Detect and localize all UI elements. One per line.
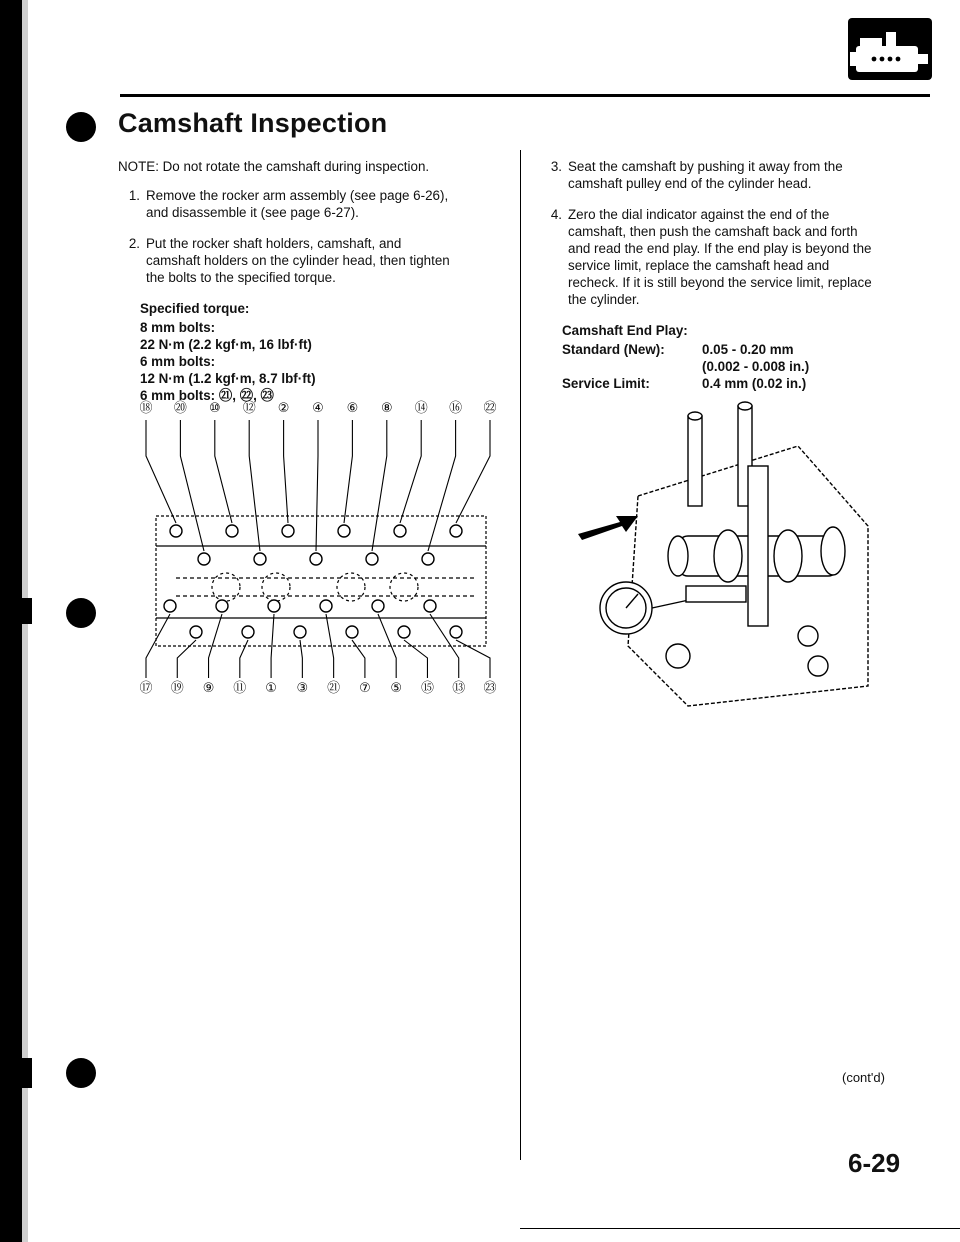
leader-line (344, 420, 352, 523)
step-text: Zero the dial indicator against the end of the (568, 207, 830, 222)
limit-label: Service Limit: (562, 376, 650, 391)
step-number: 4. (550, 207, 562, 222)
bolt-callout-top: ④ (312, 401, 324, 416)
push-direction-arrow (578, 516, 638, 540)
bolt-head (190, 626, 202, 638)
bolt-head (450, 525, 462, 537)
bolt-head (198, 553, 210, 565)
standard-row-in (562, 358, 930, 375)
leader-line (146, 420, 176, 523)
bolt-head (164, 600, 176, 612)
step-2 (118, 235, 508, 286)
standard-row (562, 341, 930, 358)
step-text: Seat the camshaft by pushing it away from the (568, 159, 843, 174)
bolt-callout-top: ⑭ (414, 401, 428, 416)
bolt-head (310, 553, 322, 565)
header-rule (120, 94, 930, 97)
leader-line (180, 420, 204, 551)
step-text: recheck. If it is still beyond the service limit, replace (568, 275, 872, 290)
engine-section-icon (848, 18, 932, 80)
bolt-head (366, 553, 378, 565)
torque-6mm-label: 6 mm bolts: (140, 354, 216, 369)
column-divider (520, 150, 521, 1160)
step-text: and disassemble it (see page 6-27). (146, 205, 359, 220)
step-text: camshaft, then push the camshaft back and forth (568, 224, 858, 239)
bolt-callout-bottom: ⑬ (452, 681, 466, 696)
bolt-callout-top: ⑩ (208, 401, 221, 416)
bolt-head (338, 525, 350, 537)
bolt-head (216, 600, 228, 612)
step-text: and read the end play. If the end play is beyond the (568, 241, 872, 256)
right-column (540, 158, 930, 392)
step-text: camshaft holders on the cylinder head, then tighten (146, 253, 450, 268)
bolt-callout-top: ㉒ (483, 401, 497, 416)
torque-6mm-value: 12 N·m (1.2 kgf·m, 8.7 lbf·ft) (140, 371, 316, 386)
step-4 (540, 206, 930, 308)
bolt-callout-top: ⑧ (380, 401, 393, 416)
bolt-head (254, 553, 266, 565)
step-text: the bolts to the specified torque. (146, 270, 336, 285)
torque-8mm-value: 22 N·m (2.2 kgf·m, 16 lbf·ft) (140, 337, 312, 352)
torque-8mm-label: 8 mm bolts: (140, 320, 216, 335)
bolt-callout-bottom: ⑪ (233, 681, 247, 696)
bolt-callout-top: ⑥ (346, 401, 359, 416)
step-text: the cylinder. (568, 292, 640, 307)
bolt-callout-bottom: ③ (296, 681, 309, 696)
section-bullet (66, 112, 96, 142)
limit-value: 0.4 mm (0.02 in.) (702, 376, 807, 391)
bolt-head (242, 626, 254, 638)
step-text: Put the rocker shaft holders, camshaft, and (146, 236, 402, 251)
step-text: camshaft pulley end of the cylinder head. (568, 176, 812, 191)
page-binding-edge (0, 0, 22, 1242)
leader-line (284, 420, 288, 523)
bolt-callout-top: ⑳ (173, 401, 187, 416)
bolt-head (394, 525, 406, 537)
leader-line (372, 420, 387, 551)
bolt-head (294, 626, 306, 638)
bolt-sequence-diagram (136, 396, 500, 696)
bolt-head (398, 626, 410, 638)
page-title: Camshaft Inspection (118, 108, 388, 138)
bolt-head (320, 600, 332, 612)
bolt-head (346, 626, 358, 638)
bolt-head (282, 525, 294, 537)
bolt-head (422, 553, 434, 565)
bolt-head (226, 525, 238, 537)
torque-6mm-special: 6 mm bolts: ㉑, ㉒, ㉓ (140, 388, 274, 403)
bolt-callout-bottom: ⑦ (359, 681, 371, 696)
end-play-spec (562, 322, 930, 392)
bolt-head (170, 525, 182, 537)
standard-value: 0.05 - 0.20 mm (702, 342, 794, 357)
page-number: 6-29 (848, 1148, 901, 1178)
bolt-callout-top: ⑯ (449, 401, 463, 416)
bolt-head (450, 626, 462, 638)
bolt-callout-top: ⑫ (242, 401, 256, 416)
note-text: NOTE: Do not rotate the camshaft during inspection. (118, 159, 430, 174)
binding-notch (20, 1058, 32, 1088)
bolt-callout-top: ② (277, 401, 290, 416)
bolt-callout-bottom: ⑨ (202, 681, 215, 696)
standard-label: Standard (New): (562, 342, 665, 357)
footer-rule (520, 1228, 960, 1229)
margin-bullet (66, 598, 96, 628)
bolt-head (268, 600, 280, 612)
continued-label: (cont'd) (842, 1070, 885, 1085)
leader-line (316, 420, 318, 551)
step-number: 2. (128, 236, 140, 251)
torque-spec (140, 300, 508, 404)
bolt-callout-bottom: ⑮ (420, 681, 434, 696)
step-3 (540, 158, 930, 192)
bolt-callout-bottom: ⑲ (170, 681, 184, 696)
bolt-callout-bottom: ① (265, 681, 277, 696)
leader-line (456, 420, 490, 523)
leader-line (300, 640, 302, 678)
bolt-callout-bottom: ⑰ (139, 681, 153, 696)
step-text: service limit, replace the camshaft head and (568, 258, 830, 273)
left-column (118, 158, 508, 404)
binding-notch (20, 598, 32, 624)
step-text: Remove the rocker arm assembly (see page 6-26), (146, 188, 449, 203)
step-number: 1. (128, 188, 140, 203)
standard-value-in: (0.002 - 0.008 in.) (702, 359, 810, 374)
margin-bullet (66, 1058, 96, 1088)
bolt-callout-bottom: ⑤ (390, 681, 403, 696)
bolt-head (372, 600, 384, 612)
dial-indicator-diagram (568, 386, 878, 712)
bolt-head (424, 600, 436, 612)
bolt-callout-bottom: ㉓ (483, 681, 497, 696)
leader-line (215, 420, 232, 523)
torque-heading: Specified torque: (140, 301, 250, 316)
step-number: 3. (550, 159, 562, 174)
bolt-callout-top: ⑱ (139, 401, 153, 416)
end-play-heading: Camshaft End Play: (562, 323, 688, 338)
leader-line (249, 420, 260, 551)
step-1 (118, 187, 508, 221)
leader-line (400, 420, 421, 523)
bolt-callout-bottom: ㉑ (327, 681, 341, 696)
